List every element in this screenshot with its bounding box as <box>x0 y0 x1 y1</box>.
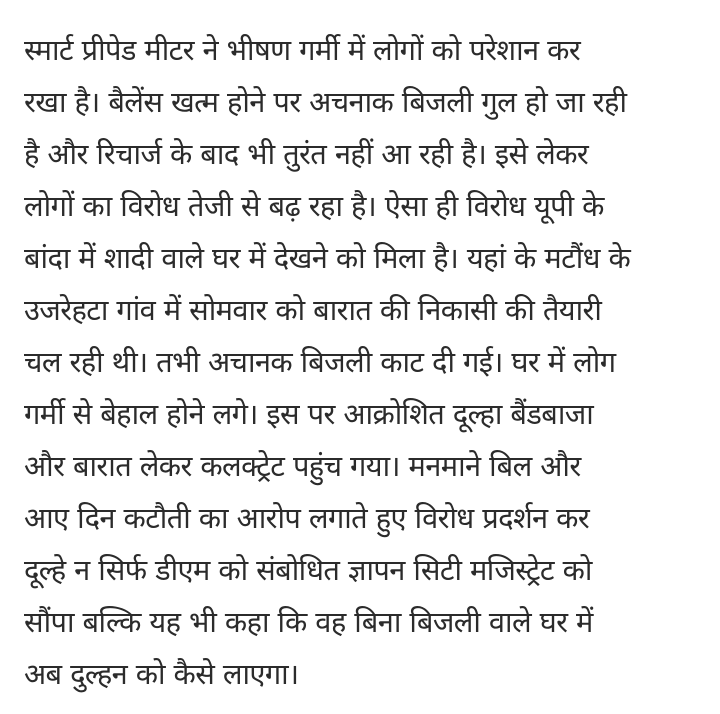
article-line-13: अब दुल्हन को कैसे लाएगा। <box>24 657 299 691</box>
article-line-4: लोगों का विरोध तेजी से बढ़ रहा है। ऐसा ही विरोध यूपी के <box>24 189 604 223</box>
article-line-10: आए दिन कटौती का आरोप लगाते हुए विरोध प्रदर्शन कर <box>24 501 590 535</box>
article-line-5: बांदा में शादी वाले घर में देखने को मिला है। यहां के मटौंध के <box>24 241 631 275</box>
article-line-1: स्मार्ट प्रीपेड मीटर ने भीषण गर्मी में लोगों को परेशान कर <box>24 33 581 67</box>
article-line-7: चल रही थी। तभी अचानक बिजली काट दी गई। घर में लोग <box>24 345 616 379</box>
article-line-12: सौंपा बल्कि यह भी कहा कि वह बिना बिजली वाले घर में <box>24 605 593 639</box>
article-line-9: और बारात लेकर कलक्ट्रेट पहुंच गया। मनमाने बिल और <box>24 449 581 483</box>
article-line-2: रखा है। बैलेंस खत्म होने पर अचनाक बिजली गुल हो जा रही <box>24 85 627 119</box>
article-text <box>24 24 700 700</box>
article-line-3: है और रिचार्ज के बाद भी तुरंत नहीं आ रही है। इसे लेकर <box>24 137 589 171</box>
article-line-8: गर्मी से बेहाल होने लगे। इस पर आक्रोशित दूल्हा बैंडबाजा <box>24 397 594 431</box>
article-line-11: दूल्हे न सिर्फ डीएम को संबोधित ज्ञापन सिटी मजिस्ट्रेट को <box>24 553 592 587</box>
article-line-6: उजरेहटा गांव में सोमवार को बारात की निकासी की तैयारी <box>24 293 602 327</box>
